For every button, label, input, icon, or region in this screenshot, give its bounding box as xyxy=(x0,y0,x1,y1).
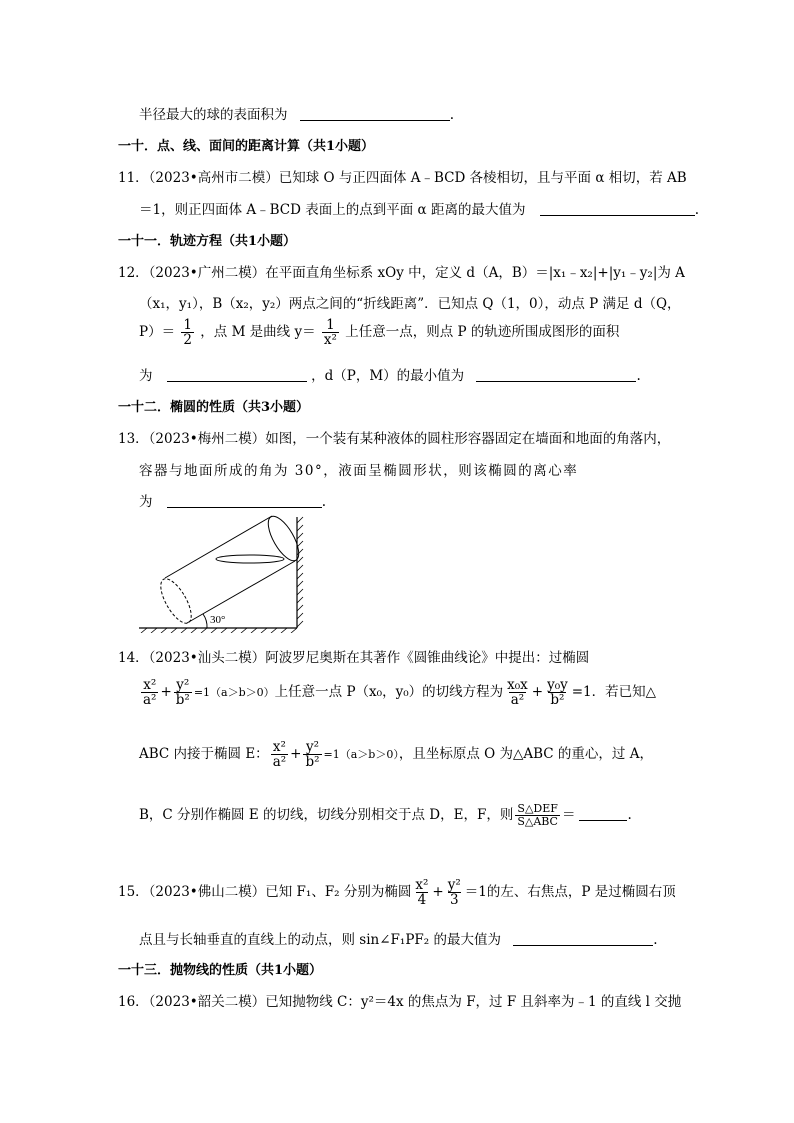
text: ABC 内接于椭圆 E： xyxy=(139,746,269,763)
denominator: x² xyxy=(323,332,337,349)
fraction-y2-3 xyxy=(446,878,463,907)
question-11-line-2 xyxy=(139,198,699,218)
cylinder-base-ellipse xyxy=(155,574,197,627)
fraction-y2-b2: $\frac{\text{y²}}{\text{b²}}$ xyxy=(305,739,320,771)
question-12-line-3 xyxy=(139,318,619,347)
text: P）＝ xyxy=(139,324,176,341)
fraction-one-over-x-squared xyxy=(322,318,339,347)
period: . xyxy=(653,932,658,948)
text: ＝1的左、右焦点，P 是过椭圆右顶 xyxy=(464,884,676,901)
numerator: y² xyxy=(447,877,461,893)
text: 为 xyxy=(139,494,153,510)
denominator: 2 xyxy=(183,332,192,349)
text: 上任意一点，则点 P 的轨迹所围成图形的面积 xyxy=(345,324,620,341)
text: ，d（P，M）的最小值为 xyxy=(311,368,465,384)
numerator: 1 xyxy=(326,317,335,333)
numerator: 1 xyxy=(183,317,192,333)
period: . xyxy=(636,368,641,384)
question-13-line-3 xyxy=(139,490,326,510)
text: B，C 分别作椭圆 E 的切线，切线分别相交于点 D，E，F，则 xyxy=(139,807,514,823)
section-heading-10: 一十．点、线、面间的距离计算（共1小题） xyxy=(118,139,375,154)
answer-blank[interactable] xyxy=(300,106,450,121)
cylinder-top-edge xyxy=(165,516,272,578)
text: 半径最大的球的表面积为 xyxy=(139,107,288,123)
denominator: S△ABC xyxy=(517,815,558,828)
question-14-line-3: ABC 内接于椭圆 E： $\frac{\text{x²}}{\text{a²}}$ + $\frac{\text{y²}}{\text{b²}}$ =1（a＞b＞0），且坐标原点 O 为△ABC 的重心，过 A， xyxy=(139,739,653,771)
text: ．若已知△ xyxy=(591,684,657,701)
angle-label: 30° xyxy=(210,614,226,626)
question-13-line-1: 13．（2023•梅州二模）如图，一个装有某种液体的圆柱形容器固定在墙面和地面的角落内， xyxy=(118,431,671,447)
cylinder-top-ellipse xyxy=(262,515,304,565)
question-14-line-2: $\frac{\text{x²}}{\text{a²}}$ + $\frac{\text{y²}}{\text{b²}}$ =1（a＞b＞0）上任意一点 P（x₀，y₀）的切线方程为 $\frac{\text{x₀x}}{\text{a²}}$ + $\frac{\text{y₀y}}{\text{b²}}$ =1．若已知△ xyxy=(143,677,657,709)
text: 点且与长轴垂直的直线上的动点，则 sin∠F₁PF₂ 的最大值为 xyxy=(139,932,501,948)
question-14-line-1: 14．（2023•汕头二模）阿波罗尼奥斯在其著作《圆锥曲线论》中提出：过椭圆 xyxy=(118,650,590,666)
section-heading-12: 一十二．椭圆的性质（共3小题） xyxy=(118,400,310,415)
numerator: S△DEF xyxy=(517,802,558,816)
fraction-x2-a2: $\frac{\text{x²}}{\text{a²}}$ xyxy=(272,739,287,771)
fraction-one-half xyxy=(181,318,194,347)
fraction-y2-b2: $\frac{\text{y²}}{\text{b²}}$ xyxy=(175,677,190,709)
ground-hatching xyxy=(141,628,297,633)
text: ＝1，则正四面体 A﹣BCD 表面上的点到平面 α 距离的最大值为 xyxy=(139,202,526,218)
text: 15．（2023•佛山二模）已知 F₁、F₂ 分别为椭圆 xyxy=(118,884,412,901)
question-15-line-1: 15．（2023•佛山二模）已知 F₁、F₂ 分别为椭圆 $\frac{\text{x²}}{4}$ + $\frac{\text{y²}}{3}$ ＝1的左、右焦点，P 是过椭圆右顶 xyxy=(118,877,676,909)
answer-blank[interactable] xyxy=(579,806,627,821)
area-ratio-fraction xyxy=(515,803,560,827)
angle-arc xyxy=(203,614,207,628)
period: . xyxy=(694,202,700,218)
answer-blank-1[interactable] xyxy=(167,367,307,382)
text: 上任意一点 P（x₀，y₀）的切线方程为 xyxy=(274,684,504,701)
period: . xyxy=(627,807,632,823)
text: ＝ xyxy=(561,807,576,823)
cylinder-bottom-edge xyxy=(187,561,295,623)
question-12-line-1: 12．（2023•广州二模）在平面直角坐标系 xOy 中，定义 d（A，B）＝|x₁﹣x₂|+|y₁﹣y₂|为 A xyxy=(118,265,685,281)
question-14-line-4 xyxy=(139,803,632,828)
continued-question-text xyxy=(139,103,454,123)
wall-hatching xyxy=(297,517,303,627)
section-heading-11: 一十一．轨迹方程（共1小题） xyxy=(118,234,297,249)
fraction-x2-a2: $\frac{\text{x²}}{\text{a²}}$ xyxy=(143,677,157,709)
period: . xyxy=(321,494,327,510)
answer-blank-2[interactable] xyxy=(476,367,636,382)
question-13-line-2: 容器与地面所成的角为 30°，液面呈椭圆形状，则该椭圆的离心率 xyxy=(139,463,579,479)
question-12-line-2: （x₁，y₁），B（x₂，y₂）两点之间的“折线距离”．已知点 Q（1，0），动点 P 满足 d（Q， xyxy=(139,296,681,312)
denominator: 4 xyxy=(417,892,427,909)
answer-blank[interactable] xyxy=(540,201,695,216)
text: ，且坐标原点 O 为△ABC 的重心，过 A， xyxy=(398,746,653,763)
cylinder-figure xyxy=(135,515,320,633)
question-11-line-1: 11．（2023•高州市二模）已知球 O 与正四面体 A﹣BCD 各棱相切，且与平面 α 相切，若 AB xyxy=(118,170,687,186)
text: ，点 M 是曲线 y＝ xyxy=(200,324,316,341)
answer-blank[interactable] xyxy=(167,493,322,508)
section-heading-13: 一十三．抛物线的性质（共1小题） xyxy=(118,963,323,978)
fraction-y0y-b2: $\frac{\text{y₀y}}{\text{b²}}$ xyxy=(547,677,568,709)
fraction-x0x-a2: $\frac{\text{x₀x}}{\text{a²}}$ xyxy=(507,677,528,709)
fraction-x2-4 xyxy=(413,878,430,907)
text: 为 xyxy=(139,368,153,384)
period: . xyxy=(449,107,455,123)
numerator: x² xyxy=(415,877,429,893)
question-12-line-4 xyxy=(139,364,641,384)
denominator: 3 xyxy=(449,892,459,909)
answer-blank[interactable] xyxy=(513,931,653,946)
question-15-line-2 xyxy=(139,928,658,948)
liquid-surface-ellipse xyxy=(216,555,284,563)
question-16-line-1: 16．（2023•韶关二模）已知抛物线 C：y²＝4x 的焦点为 F，过 F 且斜率为﹣1 的直线 l 交抛 xyxy=(118,994,682,1010)
